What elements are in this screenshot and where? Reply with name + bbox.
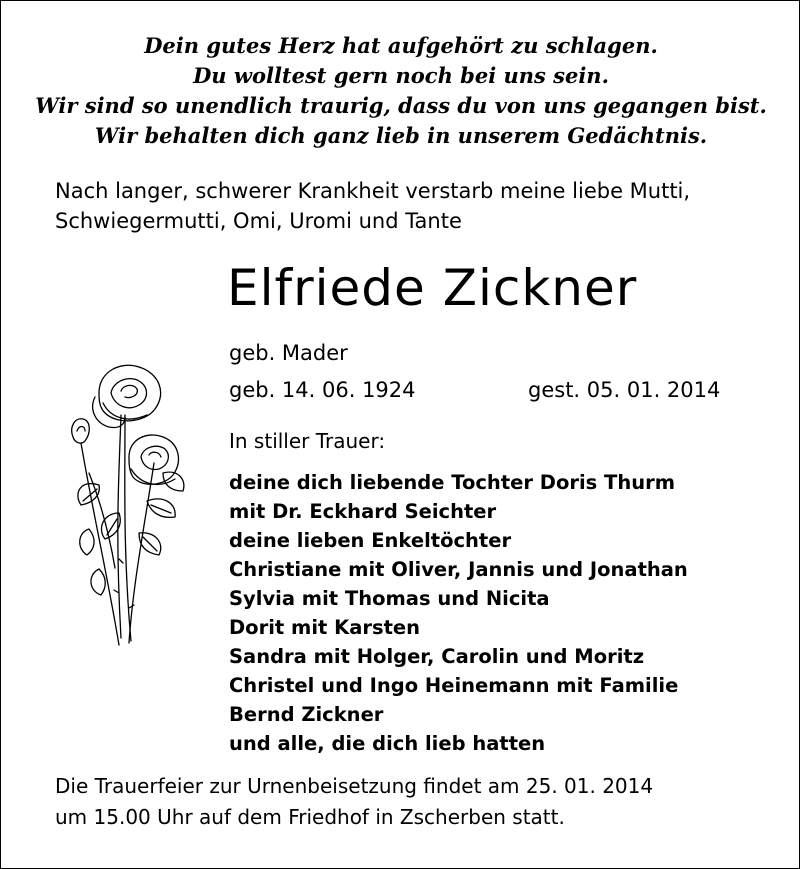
mourner-line: und alle, die dich lieb hatten (229, 732, 546, 755)
funeral-details (55, 771, 653, 833)
mourner-line: mit Dr. Eckhard Seichter (229, 500, 497, 523)
mourner-line: Christel und Ingo Heinemann mit Familie (229, 674, 679, 697)
mourner-line: Bernd Zickner (229, 703, 384, 726)
poem-line: Dein gutes Herz hat aufgehört zu schlagen. (144, 33, 658, 58)
poem-line: Du wolltest gern noch bei uns sein. (193, 63, 609, 88)
death-announcement (55, 176, 690, 236)
mourner-line: Sandra mit Holger, Carolin und Moritz (229, 645, 645, 668)
deceased-name: Elfriede Zickner (227, 259, 638, 317)
mourner-line: deine dich liebende Tochter Doris Thurm (229, 471, 676, 494)
funeral-line: Die Trauerfeier zur Urnenbeisetzung findet am 25. 01. 2014 (55, 774, 654, 798)
funeral-line: um 15.00 Uhr auf dem Friedhof in Zscherben statt. (55, 805, 565, 829)
poem-line: Wir behalten dich ganz lieb in unserem Gedächtnis. (94, 123, 708, 148)
mourner-line: deine lieben Enkeltöchter (229, 529, 512, 552)
mourner-line: Christiane mit Oliver, Jannis und Jonathan (229, 558, 688, 581)
death-date: gest. 05. 01. 2014 (528, 378, 721, 402)
mourner-line: Dorit mit Karsten (229, 616, 421, 639)
birth-date: geb. 14. 06. 1924 (229, 378, 416, 402)
maiden-name: geb. Mader (229, 341, 348, 365)
mourning-label: In stiller Trauer: (229, 429, 386, 453)
mourner-line: Sylvia mit Thomas und Nicita (229, 587, 550, 610)
rose-bouquet-icon (59, 353, 199, 653)
memorial-poem (1, 31, 800, 151)
poem-line: Wir sind so unendlich traurig, dass du von uns gegangen bist. (35, 93, 767, 118)
announcement-line: Schwiegermutti, Omi, Uromi und Tante (55, 209, 462, 233)
mourners-list (229, 468, 688, 758)
announcement-line: Nach langer, schwerer Krankheit verstarb meine liebe Mutti, (55, 179, 691, 203)
